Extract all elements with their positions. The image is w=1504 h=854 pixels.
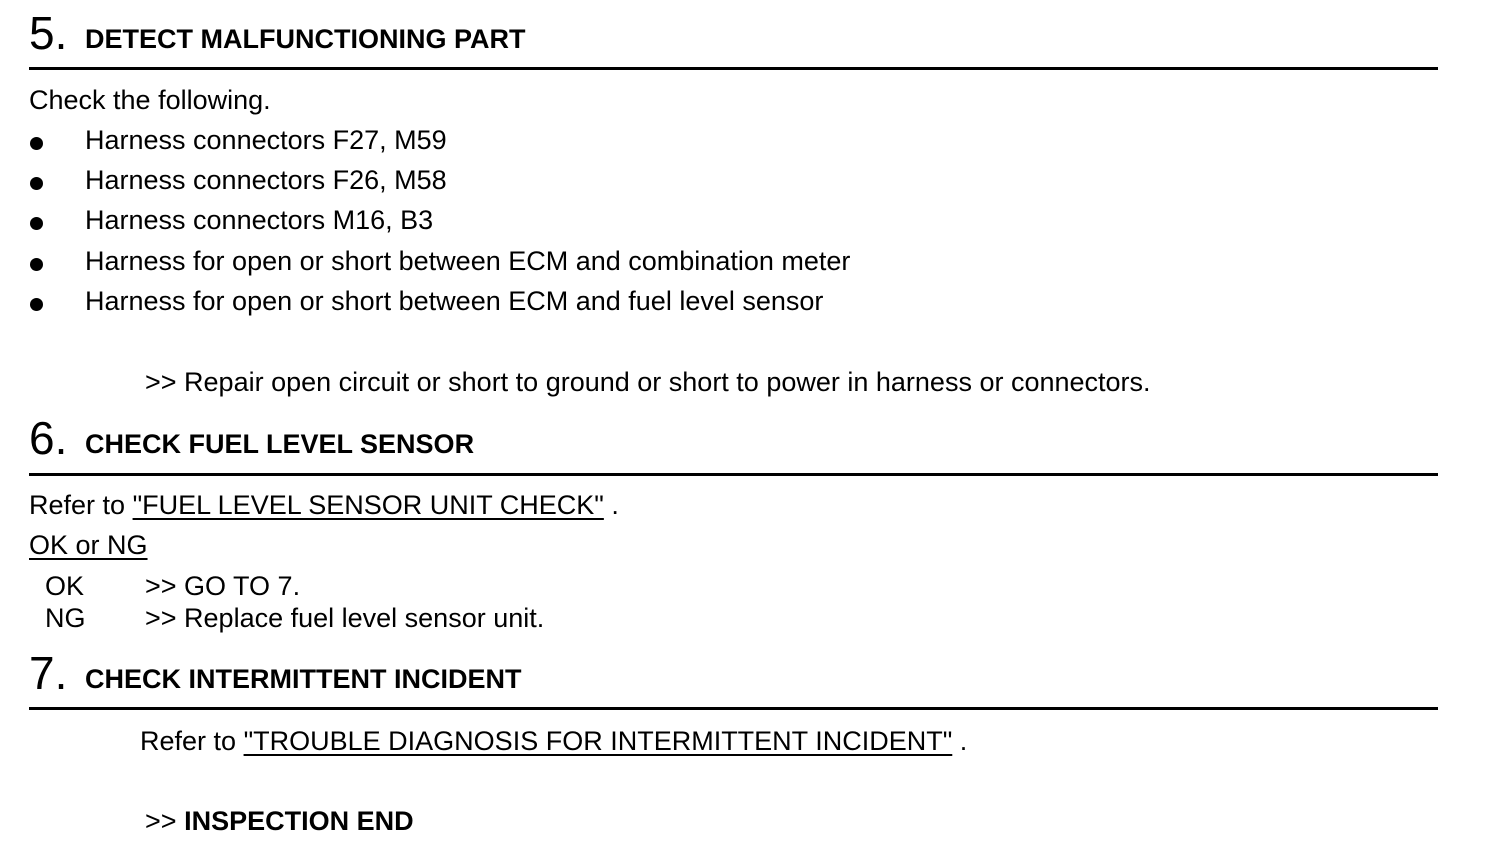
refer-prefix: Refer to (140, 726, 237, 756)
step-6-number: 6. (29, 412, 68, 464)
list-item-text: Harness for open or short between ECM and combination meter (85, 246, 851, 276)
refer-prefix: Refer to (29, 490, 126, 520)
bullet-icon (30, 217, 43, 230)
refer-suffix: . (959, 726, 968, 756)
list-item-text: Harness connectors F26, M58 (85, 165, 447, 195)
refer-suffix: . (611, 490, 619, 520)
step-6-title: CHECK FUEL LEVEL SENSOR (85, 429, 475, 459)
result-action-ok: >> GO TO 7. (145, 571, 301, 601)
step-6-refer (29, 490, 619, 520)
end-prefix: >> (145, 806, 177, 836)
bullet-icon (30, 298, 43, 311)
judgement-label: OK or NG (29, 530, 148, 560)
end-label: INSPECTION END (184, 806, 414, 836)
step-7-refer (140, 726, 967, 756)
step-5-divider (29, 67, 1438, 70)
judgement-heading (29, 530, 148, 560)
list-item-text: Harness connectors F27, M59 (85, 125, 447, 155)
step-7-title: CHECK INTERMITTENT INCIDENT (85, 664, 522, 694)
fuel-level-sensor-unit-check-link[interactable]: "FUEL LEVEL SENSOR UNIT CHECK" (132, 490, 604, 520)
step-5-number: 5. (29, 7, 68, 59)
result-action-ng: >> Replace fuel level sensor unit. (145, 603, 545, 633)
step-7-divider (29, 707, 1438, 710)
bullet-icon (30, 258, 43, 271)
result-code-ok: OK (45, 571, 85, 601)
list-item-text: Harness connectors M16, B3 (85, 205, 434, 235)
step-5-title: DETECT MALFUNCTIONING PART (85, 24, 526, 54)
step-5-action: >> Repair open circuit or short to ground or short to power in harness or connectors. (145, 367, 1151, 397)
step-5-intro: Check the following. (29, 85, 271, 115)
intermittent-incident-link[interactable]: "TROUBLE DIAGNOSIS FOR INTERMITTENT INCIDENT" (243, 726, 953, 756)
bullet-icon (30, 137, 43, 150)
step-7-number: 7. (29, 647, 68, 699)
list-item-text: Harness for open or short between ECM and fuel level sensor (85, 286, 824, 316)
inspection-end (145, 806, 414, 836)
step-6-divider (29, 473, 1438, 476)
result-code-ng: NG (45, 603, 86, 633)
bullet-icon (30, 177, 43, 190)
